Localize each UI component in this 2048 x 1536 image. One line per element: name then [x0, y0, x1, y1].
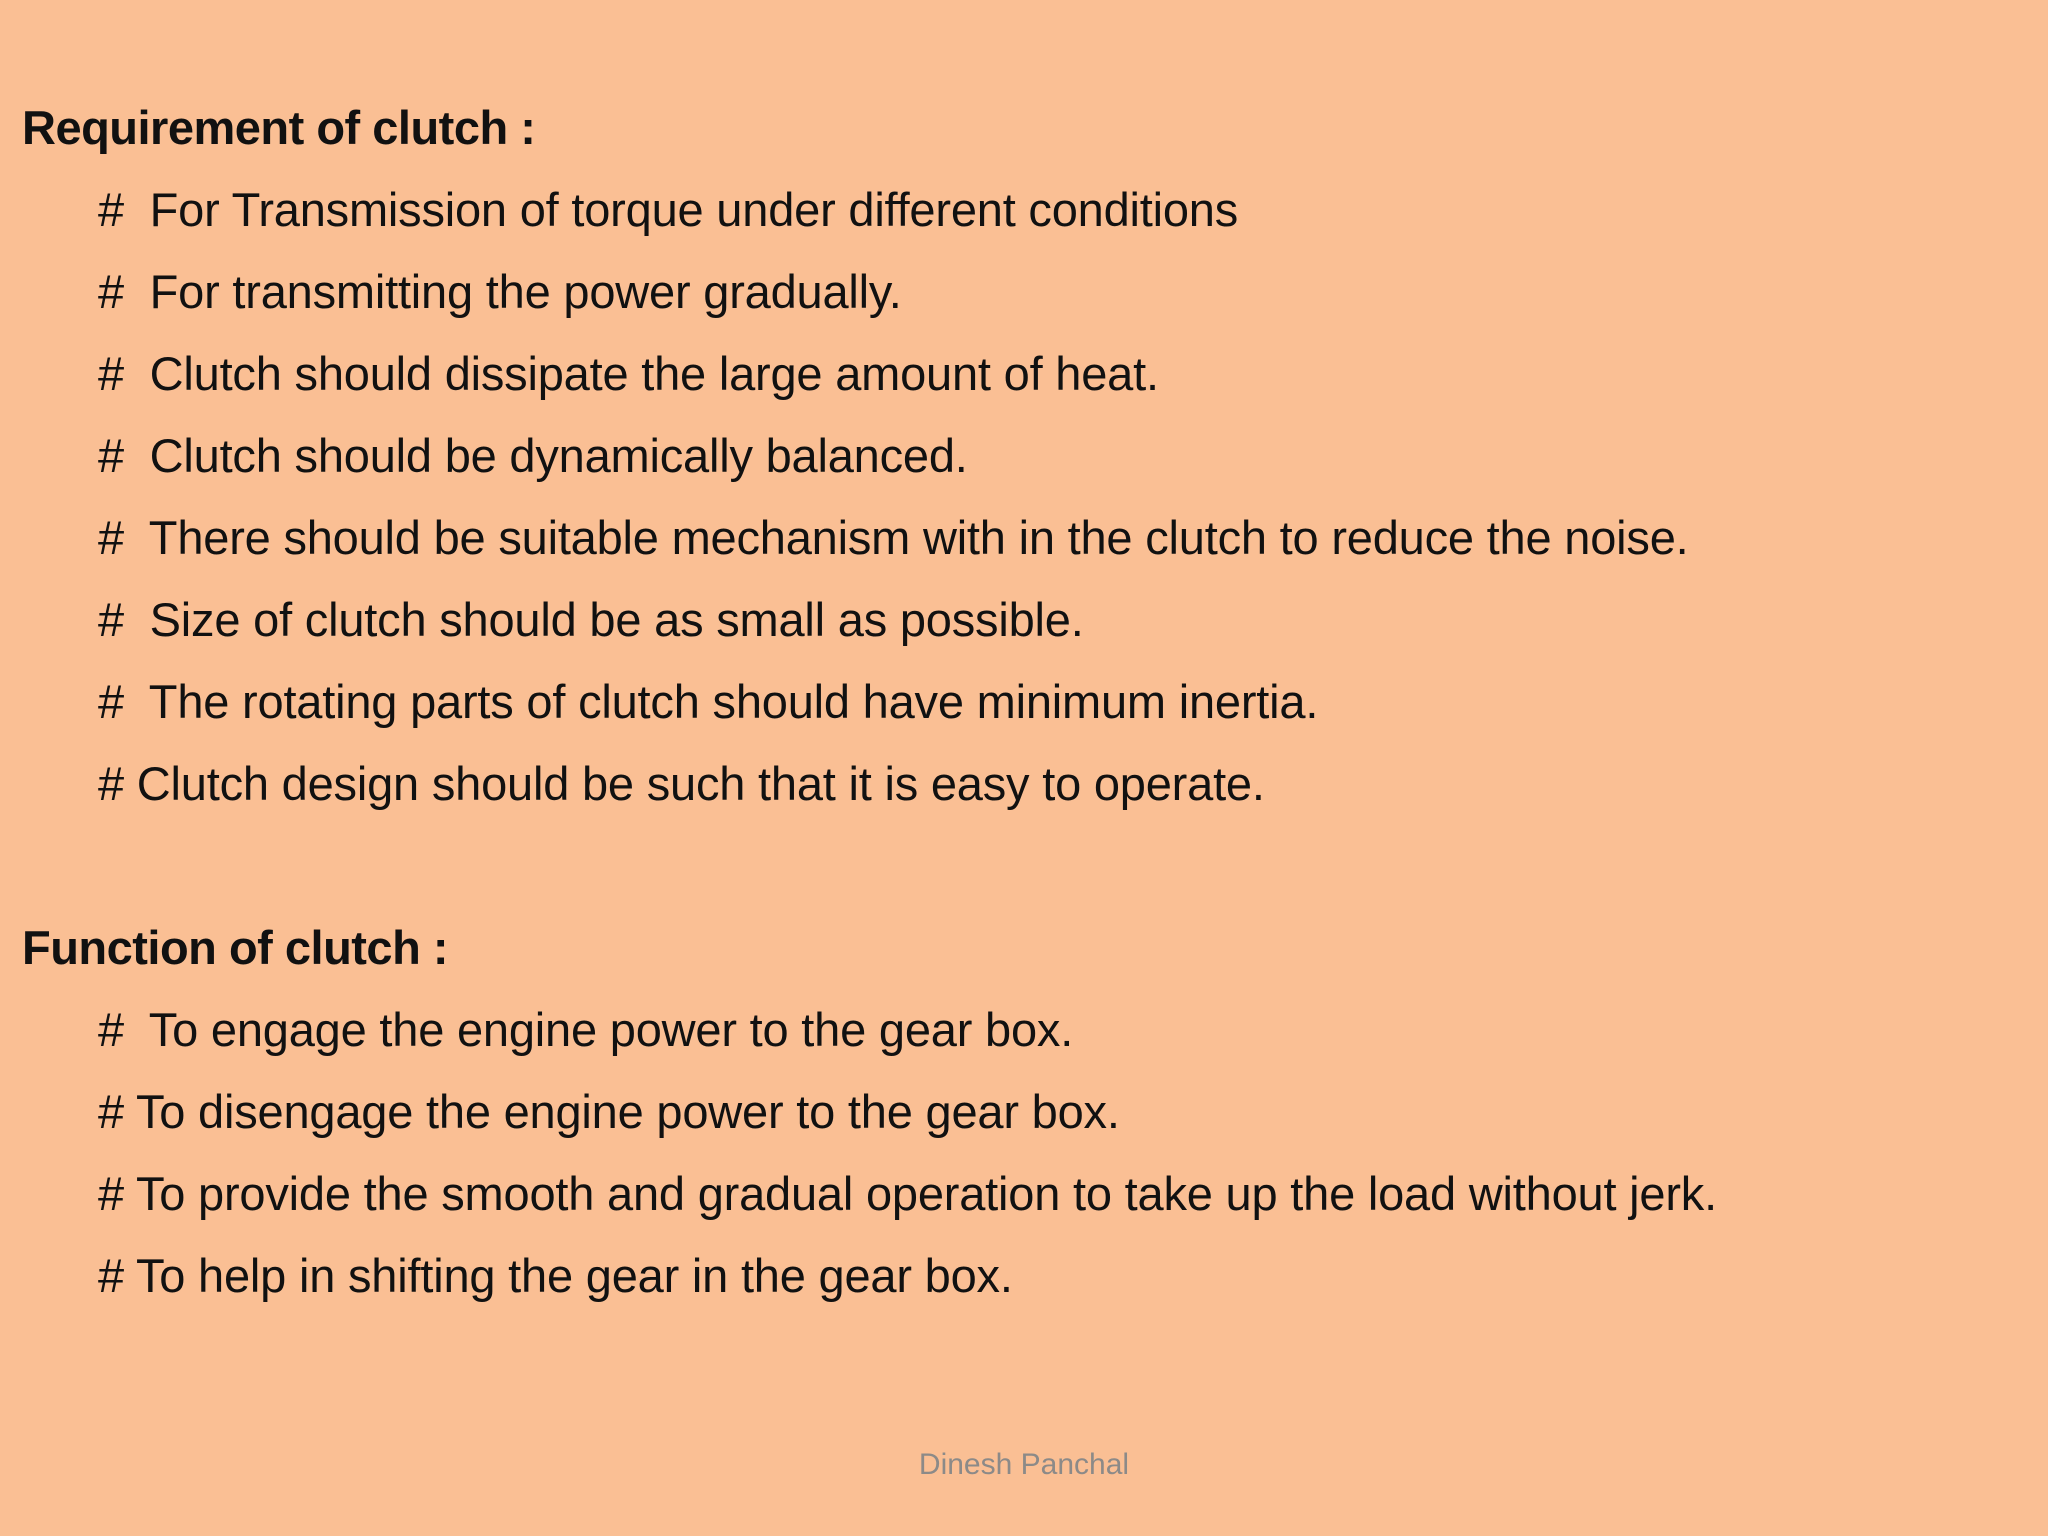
requirement-item-5: # There should be suitable mechanism with in the clutch to reduce the noise. — [98, 511, 1689, 564]
requirement-item-2: # For transmitting the power gradually. — [98, 265, 902, 318]
requirement-item-3: # Clutch should dissipate the large amount of heat. — [98, 347, 1159, 400]
function-heading: Function of clutch : — [22, 921, 448, 974]
function-item-3: # To provide the smooth and gradual operation to take up the load without jerk. — [98, 1167, 1717, 1220]
requirement-item-7: # The rotating parts of clutch should have minimum inertia. — [98, 675, 1319, 728]
footer-author: Dinesh Panchal — [918, 1448, 1130, 1481]
function-item-2: # To disengage the engine power to the gear box. — [98, 1085, 1120, 1138]
requirement-item-4: # Clutch should be dynamically balanced. — [98, 429, 968, 482]
requirement-heading: Requirement of clutch : — [22, 101, 536, 154]
requirement-item-1: # For Transmission of torque under different conditions — [98, 183, 1239, 236]
requirement-item-8: # Clutch design should be such that it is easy to operate. — [98, 757, 1265, 810]
function-item-1: # To engage the engine power to the gear box. — [98, 1003, 1074, 1056]
function-item-4: # To help in shifting the gear in the gear box. — [98, 1249, 1013, 1302]
requirement-item-6: # Size of clutch should be as small as possible. — [98, 593, 1084, 646]
